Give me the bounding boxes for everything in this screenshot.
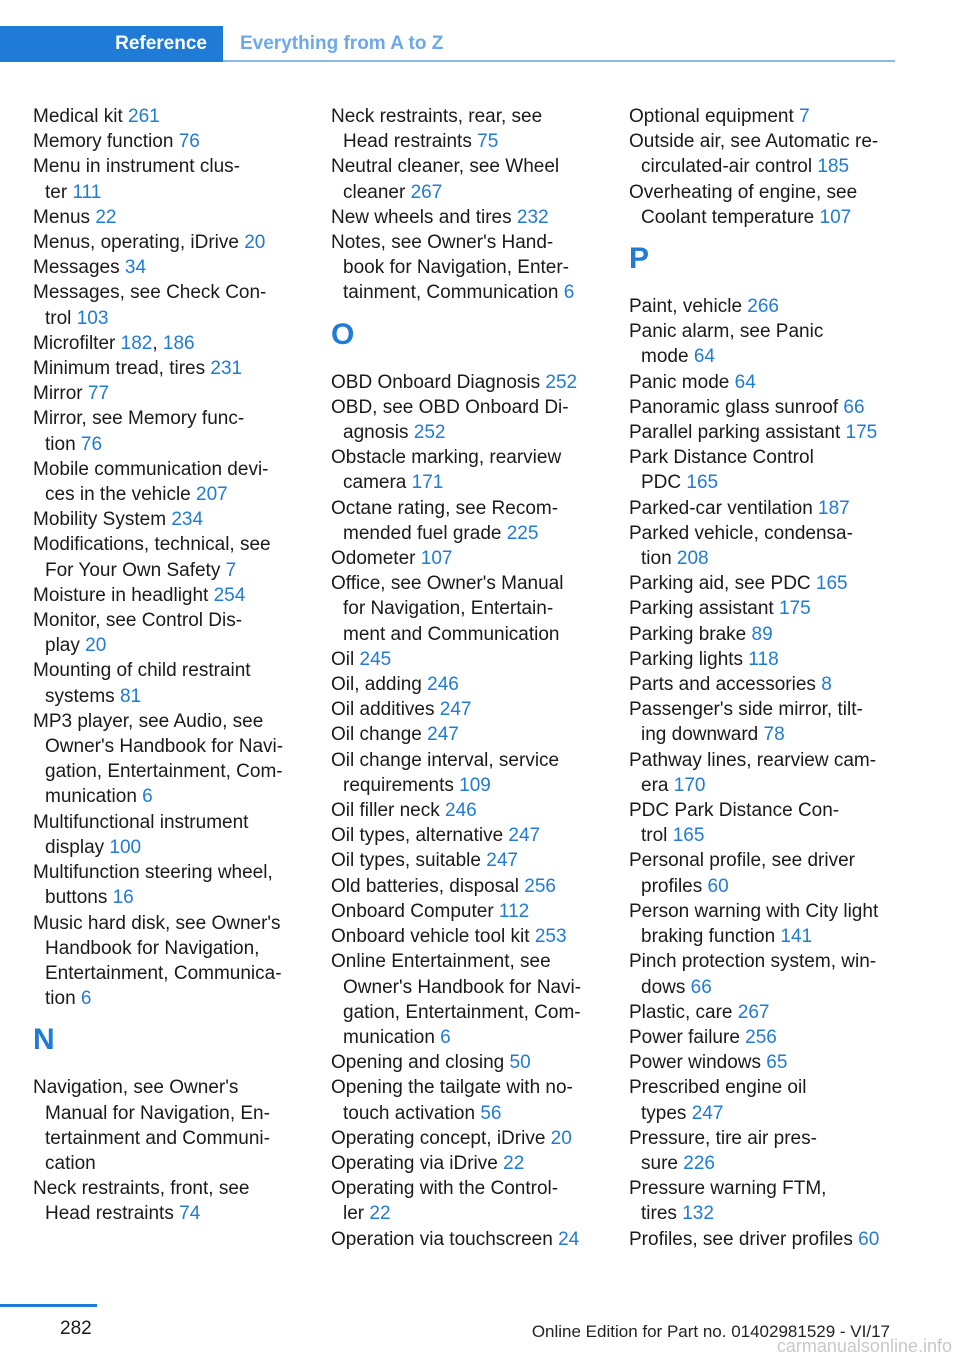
index-entry: Menu in instrument clus- ter 111 [33, 156, 240, 203]
index-entry: Parking aid, see PDC 165 [629, 573, 848, 595]
header-rule [223, 60, 895, 62]
page-reference-link[interactable]: 7 [225, 559, 237, 581]
page-reference-link[interactable]: 267 [410, 181, 443, 203]
page-reference-link[interactable]: 170 [673, 774, 706, 796]
page-reference-link[interactable]: 6 [440, 1026, 451, 1048]
page-reference-link[interactable]: 207 [196, 484, 228, 506]
index-entry: Oil 245 [331, 648, 392, 670]
index-entry: Parking assistant 175 [629, 598, 811, 620]
index-entry: Plastic, care 267 [629, 1001, 770, 1023]
page-reference-link[interactable]: 50 [509, 1052, 531, 1074]
footer-rule [0, 1304, 97, 1307]
page-reference-link[interactable]: 64 [734, 371, 756, 393]
page-reference-link[interactable]: 20 [85, 635, 107, 657]
index-entry: Parking lights 118 [629, 648, 779, 670]
page-reference-link[interactable]: 74 [179, 1203, 201, 1225]
index-entry: Optional equipment 7 [629, 106, 810, 127]
page-reference-link[interactable]: 66 [843, 396, 865, 418]
page-reference-link[interactable]: 22 [369, 1203, 391, 1225]
page-reference-link[interactable]: 6 [80, 988, 92, 1010]
index-entry: Pinch protection system, win- dows 66 [629, 951, 877, 998]
index-entry: Online Entertainment, see Owner's Handbook for Navi- gation, Entertainment, Com- munication 6 [331, 951, 582, 1048]
page-reference-link[interactable]: 20 [244, 232, 266, 254]
page-reference-link[interactable]: 267 [737, 1001, 770, 1023]
page-reference-link[interactable]: 24 [558, 1228, 580, 1250]
page-reference-link[interactable]: 34 [124, 257, 147, 279]
index-entry: Modifications, technical, see For Your Own Safety 7 [33, 534, 271, 581]
index-entry: Menus 22 [33, 206, 117, 228]
index-entry: Prescribed engine oil types 247 [629, 1077, 807, 1124]
index-entry: Mirror, see Memory func- tion 76 [33, 408, 245, 455]
page-reference-link[interactable]: 261 [128, 106, 160, 127]
page-reference-link[interactable]: 78 [763, 724, 785, 746]
index-entry: Panic mode 64 [629, 371, 756, 393]
page-reference-link[interactable]: 234 [171, 509, 204, 531]
page-reference-link[interactable]: 22 [503, 1152, 525, 1174]
index-entry: Opening the tailgate with no- touch activation 56 [331, 1077, 573, 1124]
header-bar [0, 26, 895, 62]
index-entry: Neck restraints, rear, see Head restraints 75 [331, 106, 543, 153]
index-entry: Passenger's side mirror, tilt- ing downward 78 [629, 699, 863, 746]
page-reference-link[interactable]: 8 [821, 674, 832, 696]
page-reference-link[interactable]: 231 [210, 358, 243, 380]
page-reference-link[interactable]: 109 [459, 774, 491, 796]
page-reference-link[interactable]: 65 [766, 1052, 788, 1074]
page-reference-link[interactable]: 225 [506, 522, 539, 544]
index-entry: Oil change interval, service requirements 109 [331, 749, 560, 796]
index-entry: Power windows 65 [629, 1052, 788, 1074]
index-entry: Overheating of engine, see Coolant temperature 107 [629, 181, 858, 228]
index-entry: Neck restraints, front, see Head restraints 74 [33, 1178, 250, 1225]
page-reference-link[interactable]: 56 [480, 1102, 502, 1124]
index-entry: Octane rating, see Recom- mended fuel grade 225 [331, 497, 559, 544]
index-entry: Memory function 76 [33, 131, 200, 153]
index-letter-heading: N [33, 1023, 55, 1057]
index-entry: Music hard disk, see Owner's Handbook for Navigation, Entertainment, Communica- tion 6 [33, 912, 282, 1010]
page-reference-link[interactable]: 60 [707, 875, 729, 897]
page-reference-link[interactable]: 171 [411, 472, 444, 494]
edition-note: Online Edition for Part no. 01402981529 - VI/17 [531, 1322, 890, 1341]
index-entry: New wheels and tires 232 [331, 206, 549, 228]
page-reference-link[interactable]: 6 [142, 786, 153, 808]
page-reference-link[interactable]: 246 [427, 674, 459, 696]
subsection-label: Everything from A to Z [240, 33, 444, 54]
page-reference-link[interactable]: 185 [817, 156, 850, 178]
page-reference-link[interactable]: 226 [683, 1152, 715, 1174]
index-entry: Operating concept, iDrive 20 [331, 1127, 572, 1149]
index-entry: Operation via touchscreen 24 [331, 1228, 580, 1250]
index-entry: Power failure 256 [629, 1026, 777, 1048]
index-entry: Multifunctional instrument display 100 [33, 811, 249, 858]
index-entry: Onboard Computer 112 [331, 900, 530, 922]
page-reference-link[interactable]: 76 [178, 131, 200, 153]
index-entry: Oil types, suitable 247 [331, 850, 518, 872]
page-reference-link[interactable]: 165 [672, 825, 705, 847]
page-reference-link[interactable]: 6 [563, 282, 575, 304]
index-letter-heading: P [629, 242, 650, 276]
index-entry: Menus, operating, iDrive 20 [33, 232, 266, 254]
page-reference-link[interactable]: 112 [498, 900, 530, 922]
page-reference-link[interactable]: 208 [676, 548, 709, 570]
page-reference-link[interactable]: 175 [778, 598, 811, 620]
page-reference-link[interactable]: 7 [799, 106, 810, 127]
page-reference-link[interactable]: 252 [413, 422, 446, 444]
index-entry: Messages 34 [33, 257, 147, 279]
page-reference-link[interactable]: 141 [780, 926, 813, 948]
index-entry: Onboard vehicle tool kit 253 [331, 926, 567, 948]
watermark-text: carmanualsonline.info [776, 1336, 952, 1356]
section-label: Reference [115, 33, 207, 54]
page-reference-link[interactable]: 16 [112, 887, 134, 909]
index-entry: Medical kit 261 [33, 106, 160, 127]
index-letter-heading: O [331, 317, 355, 351]
page-reference-link[interactable]: 66 [690, 976, 712, 998]
index-entry: Navigation, see Owner's Manual for Navigation, En- tertainment and Communi- cation [33, 1077, 270, 1174]
index-entry: Pressure, tire air pres- sure 226 [629, 1127, 817, 1174]
index-entry: Multifunction steering wheel, buttons 16 [33, 862, 273, 909]
index-entry: Parallel parking assistant 175 [629, 422, 878, 444]
page-reference-link[interactable]: 132 [682, 1203, 714, 1225]
page-reference-link[interactable]: 187 [818, 497, 850, 519]
page-reference-link[interactable]: 247 [508, 825, 541, 847]
index-entry: Oil, adding 246 [331, 674, 459, 696]
page-reference-link[interactable]: 118 [748, 648, 779, 670]
index-entry: Parking brake 89 [629, 623, 773, 645]
page-reference-link[interactable]: 103 [76, 307, 109, 329]
page-reference-link[interactable]: 107 [819, 206, 852, 228]
index-entry: Panoramic glass sunroof 66 [629, 396, 865, 418]
index-entry: Parked vehicle, condensa- tion 208 [629, 522, 853, 570]
index-entry: Operating via iDrive 22 [331, 1152, 525, 1174]
page-reference-link[interactable]: 247 [439, 699, 472, 721]
page-reference-link[interactable]: 165 [815, 573, 848, 595]
page-reference-link[interactable]: 107 [420, 548, 453, 570]
page-reference-link[interactable]: 266 [747, 296, 779, 318]
index-column-2 [331, 104, 616, 1252]
page-number: 282 [60, 1318, 92, 1339]
index-entry: Opening and closing 50 [331, 1052, 531, 1074]
index-entry: OBD Onboard Diagnosis 252 [331, 371, 578, 393]
index-entry: Personal profile, see driver profiles 60 [629, 850, 855, 897]
index-entry: Messages, see Check Con- trol 103 [33, 282, 267, 329]
index-entry: Person warning with City light braking function 141 [629, 900, 879, 948]
index-entry: PDC Park Distance Con- trol 165 [629, 800, 840, 847]
page-reference-link[interactable]: 256 [524, 875, 556, 897]
index-entry: Pathway lines, rearview cam- era 170 [629, 749, 877, 796]
index-entry: Office, see Owner's Manual for Navigation, Entertain- ment and Communication [331, 573, 564, 645]
page-reference-link[interactable]: 75 [477, 131, 499, 153]
index-entry: Operating with the Control- ler 22 [331, 1178, 559, 1225]
index-column-1 [33, 104, 318, 1227]
page-reference-link[interactable]: 246 [445, 800, 477, 822]
page-reference-link[interactable]: 20 [550, 1127, 572, 1149]
page-reference-link[interactable]: 76 [80, 433, 103, 455]
index-entry: Profiles, see driver profiles 60 [629, 1228, 880, 1250]
page-reference-link[interactable]: 254 [213, 584, 246, 606]
index-entry: Neutral cleaner, see Wheel cleaner 267 [331, 156, 560, 203]
index-entry: Mobile communication devi- ces in the vehicle 207 [33, 458, 269, 506]
index-entry: Old batteries, disposal 256 [331, 875, 556, 897]
page-reference-link[interactable]: 100 [109, 836, 142, 858]
page-reference-link[interactable]: 165 [686, 472, 719, 494]
index-entry: Monitor, see Control Dis- play 20 [33, 610, 243, 657]
index-entry: Oil types, alternative 247 [331, 825, 541, 847]
page-reference-link[interactable]: 175 [845, 422, 878, 444]
page-reference-link[interactable]: 64 [693, 346, 715, 368]
index-entry: Microfilter 182, 186 [33, 332, 195, 354]
page-reference-link[interactable]: 81 [119, 685, 142, 707]
page-reference-link[interactable]: 77 [87, 383, 110, 405]
index-entry: Moisture in headlight 254 [33, 584, 246, 606]
index-column-3 [629, 104, 914, 1252]
index-entry: Odometer 107 [331, 548, 453, 570]
page-reference-link[interactable]: 253 [534, 926, 567, 948]
page-reference-link[interactable]: 60 [858, 1228, 880, 1250]
page-reference-link[interactable]: 245 [359, 648, 392, 670]
index-entry: Mounting of child restraint systems 81 [33, 660, 251, 707]
page-reference-link[interactable]: 22 [95, 206, 117, 228]
page-reference-link[interactable]: 186 [162, 332, 195, 354]
index-entry: Oil change 247 [331, 724, 459, 746]
index-entry: Park Distance Control PDC 165 [629, 447, 814, 494]
page-reference-link[interactable]: 247 [486, 850, 518, 872]
page-reference-link[interactable]: 89 [751, 623, 773, 645]
page-reference-link[interactable]: 252 [545, 371, 578, 393]
index-entry: Parked-car ventilation 187 [629, 497, 850, 519]
page-reference-link[interactable]: 232 [516, 206, 549, 228]
index-entry: Pressure warning FTM, tires 132 [629, 1178, 827, 1225]
page-reference-link[interactable]: 256 [745, 1026, 777, 1048]
index-entry: Oil filler neck 246 [331, 800, 477, 822]
index-entry: Mobility System 234 [33, 509, 204, 531]
index-entry: Obstacle marking, rearview camera 171 [331, 447, 562, 494]
page-reference-link[interactable]: 247 [427, 724, 459, 746]
index-entry: Oil additives 247 [331, 699, 472, 721]
index-entry: Notes, see Owner's Hand- book for Navigation, Enter- tainment, Communication 6 [331, 232, 575, 304]
index-entry: Panic alarm, see Panic mode 64 [629, 321, 824, 368]
index-entry: Mirror 77 [33, 383, 110, 405]
index-entry: OBD, see OBD Onboard Di- agnosis 252 [331, 396, 569, 444]
index-entry: MP3 player, see Audio, see Owner's Handbook for Navi- gation, Entertainment, Com- munication 6 [33, 710, 284, 808]
index-entry: Minimum tread, tires 231 [33, 358, 243, 380]
index-entry: Parts and accessories 8 [629, 674, 832, 696]
section-tab [0, 26, 223, 62]
page-reference-link[interactable]: 111 [72, 181, 102, 203]
index-entry: Paint, vehicle 266 [629, 296, 779, 318]
index-entry: Outside air, see Automatic re- circulated-air control 185 [629, 131, 879, 178]
page-reference-link[interactable]: 247 [691, 1102, 724, 1124]
page-reference-link[interactable]: 182 [120, 332, 153, 354]
